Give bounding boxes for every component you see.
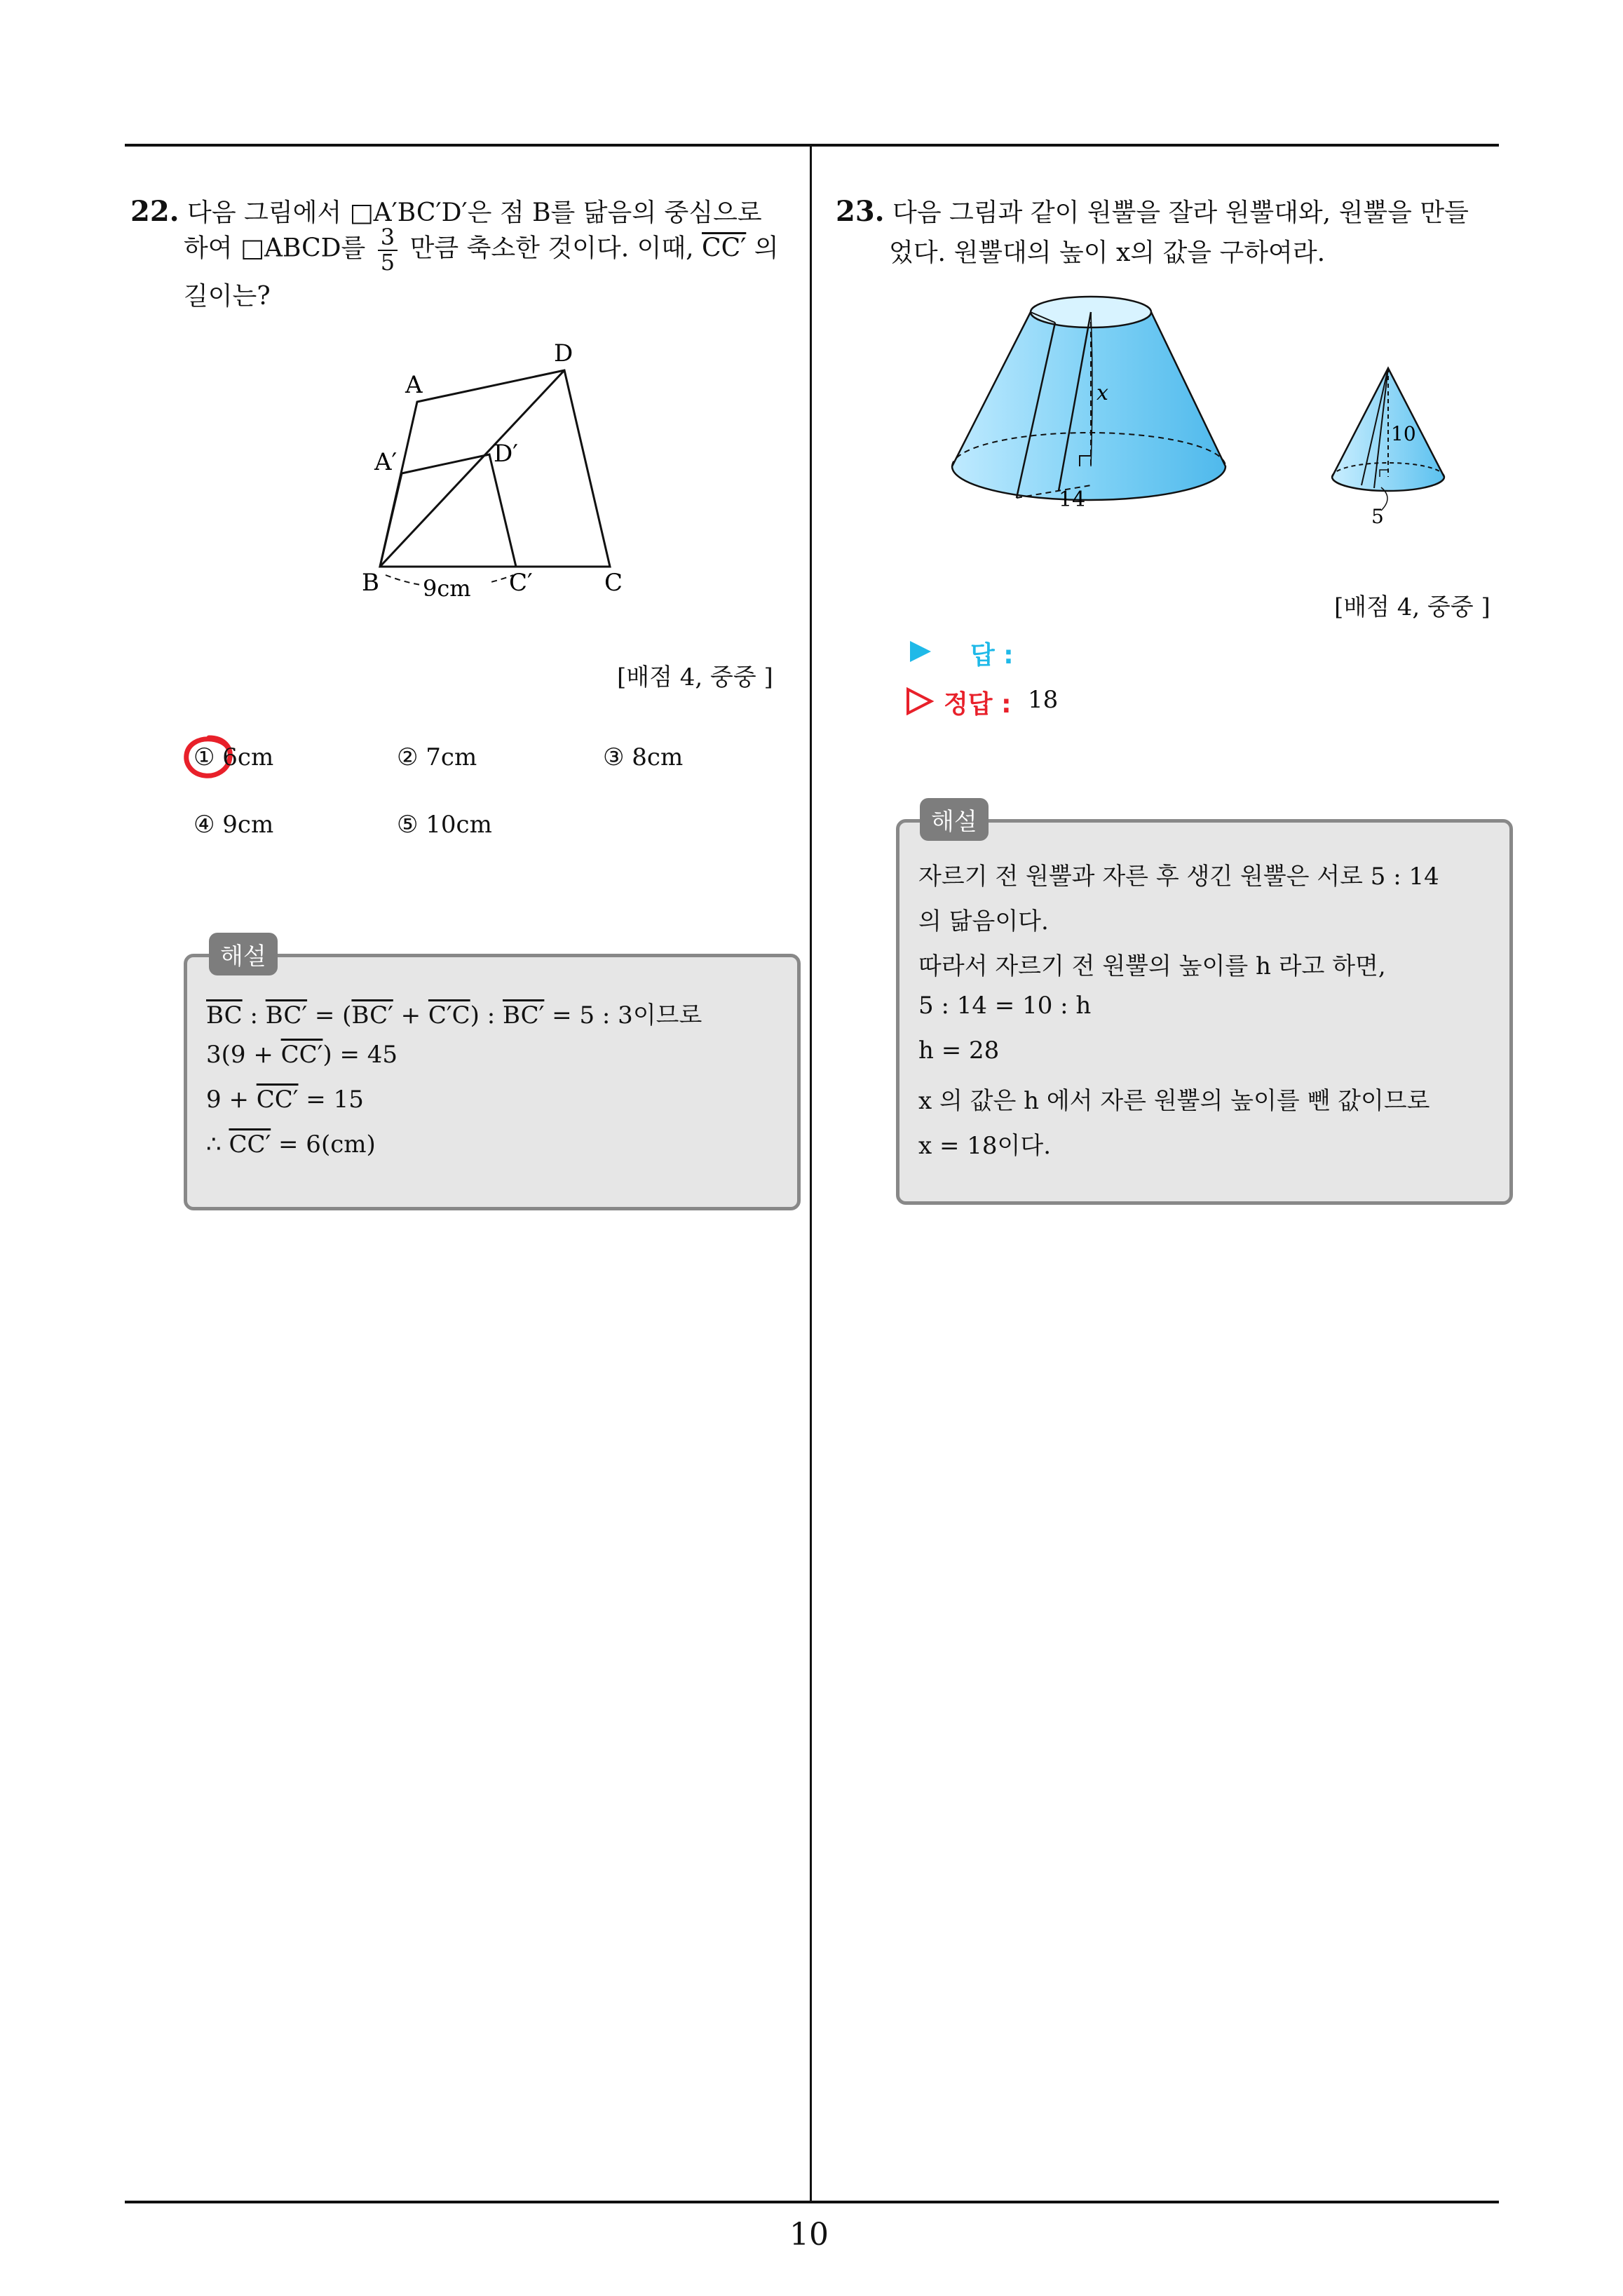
label-d-prime: D′ (494, 440, 518, 468)
q23-line1 (836, 188, 1469, 236)
label-9cm: 9cm (423, 575, 471, 602)
choice-2[interactable]: ② 7cm (397, 743, 477, 771)
label-14: 14 (1059, 487, 1086, 512)
seg-bc: $\overline{BC}$ (206, 1001, 243, 1029)
seg-cc-prime-3: CC′ (229, 1130, 271, 1159)
label-b: B (362, 569, 379, 597)
seg-cc-prime: CC′ (280, 1041, 323, 1069)
sol-plus: + (393, 1001, 428, 1029)
correct-answer-label: 정답 : (944, 690, 1012, 719)
q22-line3: 길이는? (184, 282, 271, 311)
q23-solution-tag: 해설 (920, 798, 989, 841)
q23-solution-line6: x 의 값은 h 에서 자른 원뿔의 높이를 뺀 값이므로 (918, 1087, 1430, 1115)
q22-text-2c: 의 (754, 234, 779, 263)
sol2-c: ) = 45 (322, 1041, 398, 1069)
sol-close-colon: ) : (470, 1001, 503, 1029)
q22-solution-tag: 해설 (209, 933, 278, 975)
sol-eq-paren: = ( (307, 1001, 352, 1029)
column-divider (810, 144, 812, 2202)
q23-solution-line4: 5 : 14 = 10 : h (918, 992, 1092, 1020)
fraction-denominator: 5 (380, 248, 395, 276)
quad-a-prime (380, 454, 516, 567)
answer-label: 답 : (970, 641, 1014, 670)
q23-score-meta: [배점 4, 중중 ] (1334, 593, 1490, 621)
q23-solution-line3: 따라서 자르기 전 원뿔의 높이를 h 라고 하면, (918, 952, 1386, 980)
diagonal-bd (380, 370, 564, 567)
seg-bc-prime-3: BC′ (503, 1001, 545, 1029)
q22-solution-box (184, 954, 801, 1210)
q22-solution-line2 (206, 1041, 398, 1069)
seg-bc-prime-2: BC′ (351, 1001, 393, 1029)
q22-fraction (378, 226, 398, 274)
sol-colon: : (242, 1001, 266, 1029)
q22-text-2b: 만큼 축소한 것이다. 이때, (409, 234, 694, 263)
q22-line2 (184, 226, 779, 274)
label-10: 10 (1391, 422, 1416, 445)
q22-text-1: 다음 그림에서 □A′BC′D′은 점 B를 닮음의 중심으로 (187, 198, 762, 227)
seg-cc-prime-2: CC′ (256, 1086, 299, 1114)
quad-abcd (380, 370, 610, 567)
bottom-rule (125, 2201, 1499, 2203)
label-d: D (554, 339, 573, 367)
q22-solution-line4 (206, 1130, 376, 1159)
sol3-c: = 15 (298, 1086, 364, 1114)
sol2-a: 3(9 + (206, 1041, 281, 1069)
q23-solution-line2: 의 닮음이다. (918, 907, 1049, 936)
label-5: 5 (1371, 505, 1384, 528)
label-a-prime: A′ (374, 448, 398, 476)
page-number: 10 (789, 2217, 829, 2253)
q22-text-2a: 하여 □ABCD를 (184, 234, 366, 263)
q23-solution-line7: x = 18이다. (918, 1132, 1052, 1160)
seg-c-prime-c: C′C (428, 1001, 470, 1029)
choice-4[interactable]: ④ 9cm (193, 811, 274, 839)
correct-answer-play-icon (906, 687, 934, 715)
correct-answer-value: 18 (1028, 686, 1059, 714)
q22-quadrilateral-figure (351, 337, 645, 603)
label-a: A (405, 371, 423, 399)
choice-3[interactable]: ③ 8cm (603, 743, 684, 771)
q23-number: 23. (836, 195, 885, 228)
label-x: x (1096, 381, 1108, 405)
answer-play-icon (909, 640, 932, 663)
q23-text-1: 다음 그림과 같이 원뿔을 잘라 원뿔대와, 원뿔을 만들 (892, 198, 1469, 227)
sol-ratio: = 5 : 3이므로 (544, 1001, 702, 1029)
q23-small-cone-figure (1318, 358, 1458, 540)
q22-solution-line1 (206, 996, 702, 1030)
q23-solution-line1: 자르기 전 원뿔과 자른 후 생긴 원뿔은 서로 5 : 14 (918, 863, 1439, 891)
label-c: C (604, 569, 623, 597)
q22-score-meta: [배점 4, 중중 ] (617, 663, 773, 691)
fraction-numerator: 3 (378, 226, 398, 251)
sol4-c: = 6(cm) (271, 1130, 376, 1159)
choice-5[interactable]: ⑤ 10cm (397, 811, 492, 839)
q23-line2: 었다. 원뿔대의 높이 x의 값을 구하여라. (889, 238, 1326, 267)
label-c-prime: C′ (509, 569, 533, 597)
choice-1[interactable]: ① 6cm (193, 743, 274, 771)
sol3-a: 9 + (206, 1086, 257, 1114)
q23-frustum-figure (946, 288, 1241, 526)
therefore-symbol: ∴ (206, 1130, 229, 1159)
seg-bc-prime: BC′ (265, 1001, 308, 1029)
q22-number: 22. (130, 195, 179, 228)
q22-solution-line3 (206, 1086, 364, 1114)
q23-solution-line5: h = 28 (918, 1036, 1000, 1065)
q22-segment: CC′ (702, 234, 747, 263)
top-rule (125, 144, 1499, 147)
